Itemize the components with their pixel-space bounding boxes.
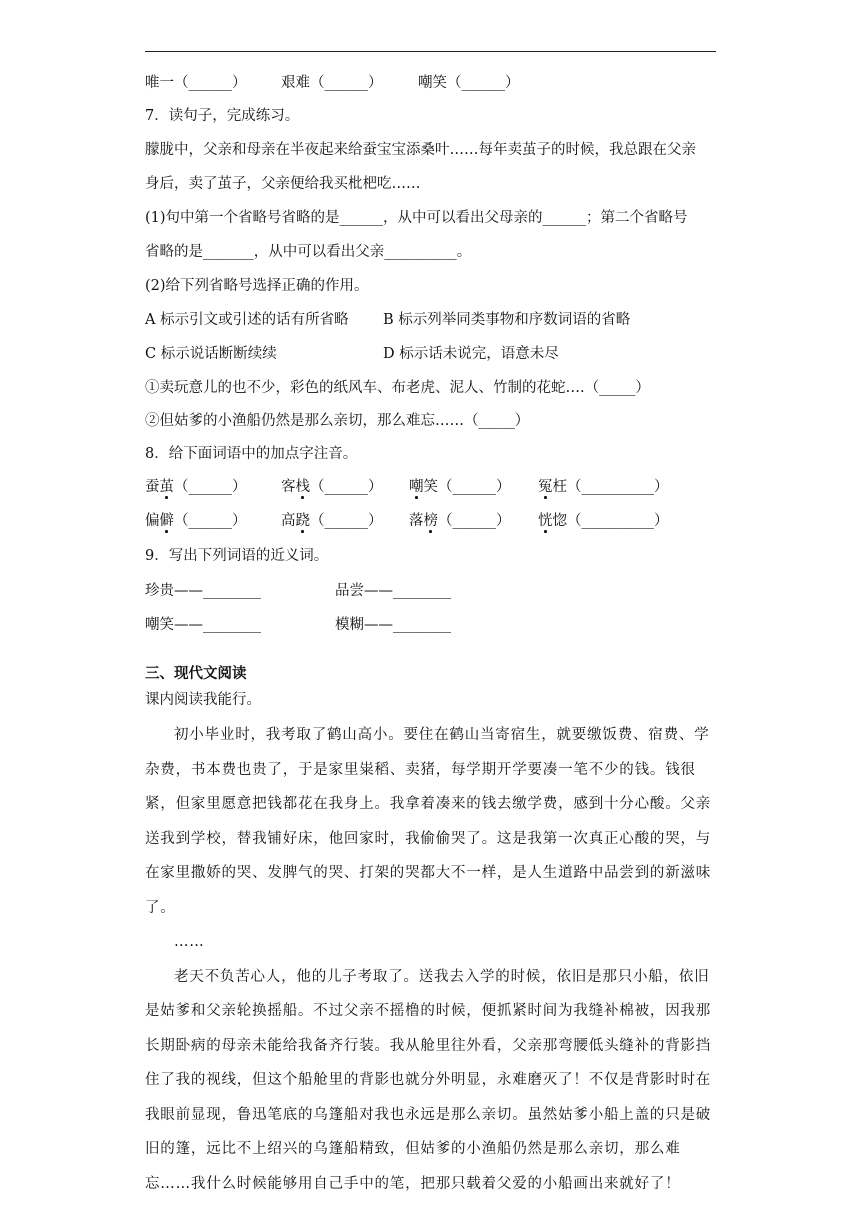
q7-sentence-line-2: 身后，卖了茧子，父亲便给我买枇杷吃…… bbox=[145, 176, 421, 192]
q8-word-6: 高跷（______） bbox=[281, 513, 383, 529]
q7-sub2: (2)给下列省略号选择正确的作用。 bbox=[145, 278, 369, 294]
reading-passage bbox=[145, 718, 716, 1201]
top-divider bbox=[145, 51, 716, 52]
passage-paragraph-2: 老天不负苦心人，他的儿子考取了。送我去入学的时候，依旧是那只小船，依旧是姑爹和父亲轮换摇船。不过父亲不摇橹的时候，便抓紧时间为我缝补棉被，因我那长期卧病的母亲未能给我备齐行装。我从舱里往外看，父亲那弯腰低头缝补的背影挡住了我的视线，但这个船舱里的背影也就分外明显，永难磨灭了！不仅是背影时时在我眼前显现，鲁迅笔底的乌篷船对我也永远是那么亲切。虽然姑爹小船上盖的只是破旧的篷，远比不上绍兴的乌篷船精致，但姑爹的小渔船仍然是那么亲切，那么难忘……我什么时候能够用自己手中的笔，把那只载着父爱的小船画出来就好了！ bbox=[145, 968, 712, 1192]
q8-word-3: 嘲笑（______） bbox=[409, 479, 511, 495]
q8-word-1: 蚕茧（______） bbox=[145, 479, 247, 495]
q8-word-8: 恍惚（__________） bbox=[538, 513, 669, 529]
q7-title: 7．读句子，完成练习。 bbox=[145, 108, 300, 124]
q7-item-1: ①卖玩意儿的也不少，彩色的纸风车、布老虎、泥人、竹制的花蛇….（_____） bbox=[145, 380, 650, 396]
q8-word-4: 冤枉（__________） bbox=[538, 479, 669, 495]
q9-word-1: 珍贵——________ bbox=[145, 583, 261, 599]
passage-paragraph-1: 初小毕业时，我考取了鹤山高小。要住在鹤山当寄宿生，就要缴饭费、宿费、学杂费，书本费也贵了，于是家里粜稻、卖猪，每学期开学要凑一笔不少的钱。钱很紧，但家里愿意把钱都花在我身上。我拿着凑来的钱去缴学费，感到十分心酸。父亲送我到学校，替我铺好床，他回家时，我偷偷哭了。这是我第一次真正心酸的哭，与在家里撒娇的哭、发脾气的哭、打架的哭都大不一样，是人生道路中品尝到的新滋味了。 bbox=[145, 727, 712, 916]
q7-option-b: B 标示列举同类事物和序数词语的省略 bbox=[383, 312, 631, 328]
section-3-heading: 三、现代文阅读 bbox=[145, 666, 247, 682]
q8-word-7: 落榜（______） bbox=[409, 513, 511, 529]
q9-word-3: 嘲笑——________ bbox=[145, 617, 261, 633]
q9-word-2: 品尝——________ bbox=[335, 583, 451, 599]
q6-item-1: 唯一（______） bbox=[145, 75, 247, 91]
q8-title: 8．给下面词语中的加点字注音。 bbox=[145, 446, 358, 462]
q6-item-2: 艰难（______） bbox=[281, 75, 383, 91]
q8-word-2: 客栈（______） bbox=[281, 479, 383, 495]
section-3-intro: 课内阅读我能行。 bbox=[145, 692, 261, 708]
q7-sentence-line-1: 朦胧中，父亲和母亲在半夜起来给蚕宝宝添桑叶……每年卖茧子的时候，我总跟在父亲 bbox=[145, 142, 696, 158]
q7-option-d: D 标示话未说完，语意未尽 bbox=[383, 346, 559, 362]
q8-word-5: 偏僻（______） bbox=[145, 513, 247, 529]
q7-sub1-line-2: 省略的是_______，从中可以看出父亲__________。 bbox=[145, 244, 472, 260]
q7-item-2: ②但姑爹的小渔船仍然是那么亲切，那么难忘……（_____） bbox=[145, 413, 530, 429]
passage-ellipsis: …… bbox=[174, 934, 205, 950]
q7-option-c: C 标示说话断断续续 bbox=[145, 346, 277, 362]
q6-item-3: 嘲笑（______） bbox=[418, 75, 520, 91]
q7-sub1-line-1: (1)句中第一个省略号省略的是______，从中可以看出父母亲的______；第二个省略号 bbox=[145, 210, 688, 226]
q9-word-4: 模糊——________ bbox=[335, 617, 451, 633]
q9-title: 9．写出下列词语的近义词。 bbox=[145, 548, 329, 564]
q7-option-a: A 标示引文或引述的话有所省略 bbox=[145, 312, 349, 328]
